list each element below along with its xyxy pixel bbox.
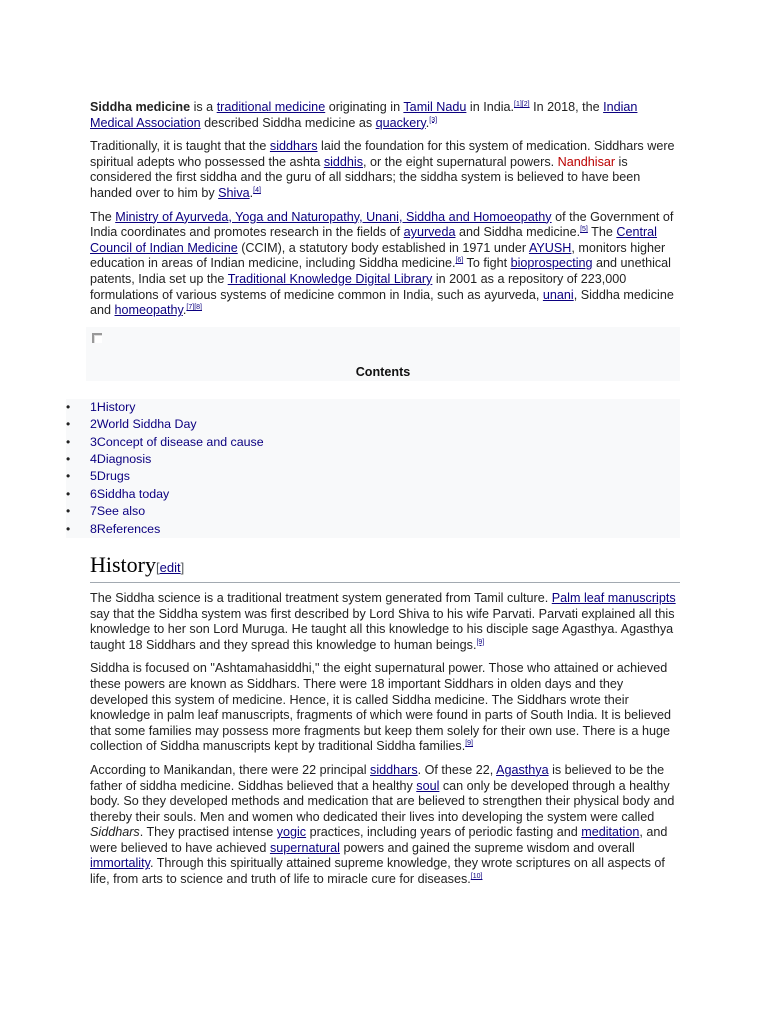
- link-indian-medical-association[interactable]: Indian Medical Association: [90, 100, 638, 130]
- toc-number: 2: [90, 417, 97, 432]
- link-yogic[interactable]: yogic: [276, 825, 307, 840]
- section-heading-history: [90, 552, 680, 583]
- link-ccim[interactable]: Central Council of Indian Medicine: [90, 225, 657, 255]
- link-palm-leaf-manuscripts[interactable]: Palm leaf manuscripts: [551, 590, 676, 605]
- intro-paragraph-3: [90, 210, 680, 319]
- toc-number: 8: [90, 521, 97, 536]
- text: , monitors higher education in areas of Indian medicine, including Siddha medicine.: [90, 240, 666, 271]
- toc-item[interactable]: [66, 451, 680, 468]
- link-bioprospecting[interactable]: bioprospecting: [510, 256, 593, 271]
- link-ministry-ayush[interactable]: Ministry of Ayurveda, Yoga and Naturopathy, Unani, Siddha and Homoeopathy: [115, 209, 552, 224]
- link-immortality[interactable]: immortality: [90, 856, 150, 871]
- link-traditional-medicine[interactable]: traditional medicine: [216, 100, 326, 114]
- toc-title: Contents: [355, 364, 411, 379]
- text: is considered the first siddha and the guru of all siddhars; the siddha system is believed to have been handed over to him by: [90, 154, 641, 200]
- toc-number: 5: [90, 469, 97, 484]
- toc-header: [86, 327, 680, 381]
- toc-label: See also: [96, 504, 146, 519]
- heading-text: History: [90, 551, 156, 577]
- toc-item[interactable]: [66, 416, 680, 433]
- toc-item[interactable]: [66, 399, 680, 416]
- link-ayurveda[interactable]: ayurveda: [403, 225, 456, 240]
- link-supernatural[interactable]: supernatural: [269, 840, 340, 855]
- text: described Siddha medicine as: [200, 115, 376, 130]
- text: practices, including years of periodic fasting and: [306, 825, 582, 840]
- reference-5[interactable]: [5]: [580, 225, 588, 233]
- text: The Siddha science is a traditional treatment system generated from Tamil culture.: [90, 590, 552, 605]
- link-nandhisar[interactable]: Nandhisar: [557, 154, 616, 169]
- text: in 2001 as a repository of 223,000 formulations of various systems of medicine common in India, such as ayurveda,: [90, 271, 627, 302]
- link-siddhis[interactable]: siddhis: [323, 154, 364, 169]
- text: .: [249, 185, 254, 200]
- reference-9[interactable]: [9]: [465, 740, 474, 748]
- history-paragraph-2: [90, 661, 680, 755]
- toc-toggle-checkbox[interactable]: [92, 333, 102, 343]
- text: To fight: [463, 256, 511, 271]
- article-subject: Siddha medicine: [90, 100, 191, 114]
- text: , Siddha medicine and: [90, 287, 674, 318]
- text: .: [425, 115, 430, 130]
- text: In 2018, the: [529, 100, 604, 114]
- text: of the Government of India coordinates and promotes research in the fields of: [90, 209, 674, 240]
- intro-paragraph-1: [90, 100, 680, 131]
- toc-number: 1: [90, 399, 97, 414]
- text: laid the foundation for this system of medication. Siddhars were spiritual adepts who possessed the ashta: [90, 139, 675, 169]
- toc-list: [66, 399, 680, 538]
- link-quackery[interactable]: quackery: [375, 115, 426, 130]
- toc-label: Concept of disease and cause: [96, 434, 264, 449]
- reference-9[interactable]: [9]: [476, 638, 485, 646]
- toc-number: 4: [90, 451, 97, 466]
- reference-4[interactable]: [4]: [253, 186, 261, 194]
- toc-number: 7: [90, 504, 97, 519]
- toc-item[interactable]: [66, 521, 680, 538]
- toc-number: 3: [90, 434, 97, 449]
- toc-label: History: [96, 399, 136, 414]
- text: powers and gained the supreme wisdom and overall: [339, 840, 635, 855]
- toc-item[interactable]: [66, 486, 680, 503]
- text: can only be developed through a healthy body. So they developed methods and medication that are believed to strengthen their physical body and thereby their souls. Men and women who dedicated their lives into developing the system were called: [90, 778, 675, 824]
- link-tamil-nadu[interactable]: Tamil Nadu: [403, 100, 467, 114]
- toc-item[interactable]: [66, 434, 680, 451]
- toc-label: References: [96, 521, 161, 536]
- link-soul[interactable]: soul: [416, 778, 440, 793]
- text: and Siddha medicine.: [455, 225, 581, 240]
- bracket: ]: [180, 559, 185, 575]
- link-ayush[interactable]: AYUSH: [528, 240, 572, 255]
- link-meditation[interactable]: meditation: [581, 825, 640, 840]
- reference-10[interactable]: [10]: [470, 872, 483, 880]
- text: is believed to be the father of siddha medicine. Siddhas believed that a healthy: [90, 762, 665, 793]
- toc-label: Drugs: [96, 469, 130, 484]
- text: (CCIM), a statutory body established in 1971 under: [237, 240, 529, 255]
- text: The: [90, 209, 116, 224]
- link-shiva[interactable]: Shiva: [218, 185, 250, 200]
- text: The: [587, 225, 617, 240]
- bracket: [: [156, 559, 160, 575]
- italic-term: Siddhars: [90, 825, 140, 840]
- history-paragraph-1: [90, 591, 680, 653]
- text: . They practised intense: [139, 825, 277, 840]
- edit-link[interactable]: edit: [159, 559, 181, 575]
- link-siddhars[interactable]: siddhars: [370, 762, 418, 777]
- intro-paragraph-2: [90, 139, 680, 201]
- text: Traditionally, it is taught that the: [90, 139, 270, 154]
- text: , and were believed to have achieved: [90, 825, 668, 855]
- toc-item[interactable]: [66, 503, 680, 520]
- reference-1-2[interactable]: [1][2]: [514, 100, 530, 108]
- text: Siddha is focused on "Ashtamahasiddhi," the eight supernatural power. Those who attained or achieved these powers are known as Siddhars. There were 18 important Siddhars in olden days and they developed this system of medicine. Hence, it is called Siddha medicine. The Siddhars wrote their knowledge in palm leaf manuscripts, fragments of which were found in parts of South India. It is believed that some families may possess more fragments but keep them solely for their own use. There is a huge collection of Siddha manuscripts kept by traditional Siddha families.: [90, 661, 672, 754]
- edit-section: [156, 560, 184, 575]
- link-agasthya[interactable]: Agasthya: [496, 762, 549, 777]
- link-siddhars[interactable]: siddhars: [269, 139, 318, 154]
- toc-label: Diagnosis: [96, 451, 152, 466]
- toc-number: 6: [90, 486, 97, 501]
- text: According to Manikandan, there were 22 principal: [90, 762, 371, 777]
- toc-item[interactable]: [66, 468, 680, 485]
- link-unani[interactable]: unani: [542, 287, 574, 302]
- text: .: [182, 303, 187, 318]
- history-paragraph-3: [90, 763, 680, 888]
- reference-3[interactable]: [3]: [429, 116, 438, 124]
- text: . Of these 22,: [417, 762, 497, 777]
- reference-6[interactable]: [6]: [455, 257, 464, 265]
- text: . Through this spiritually attained supreme knowledge, they wrote scriptures on all aspects of life, from arts to science and truth of life to miracle cure for diseases.: [90, 856, 665, 887]
- reference-7-8[interactable]: [7][8]: [186, 303, 202, 311]
- text: , or the eight supernatural powers.: [363, 154, 558, 169]
- text: originating in: [325, 100, 404, 114]
- toc-label: Siddha today: [96, 486, 170, 501]
- text: is a: [190, 100, 217, 114]
- text: say that the Siddha system was first described by Lord Shiva to his wife Parvati. Parvati explained all this knowledge to her son Lord Muruga. He taught all this knowledge to his disciple sage Agasthya. Agasthya taught 18 Siddhars and they spread this knowledge to human beings.: [90, 606, 675, 652]
- link-homeopathy[interactable]: homeopathy: [114, 303, 183, 318]
- text: and unethical patents, India set up the: [90, 256, 671, 286]
- link-tkdl[interactable]: Traditional Knowledge Digital Library: [227, 271, 433, 286]
- article-body: [90, 100, 680, 896]
- toc-label: World Siddha Day: [96, 417, 197, 432]
- text: in India.: [466, 100, 514, 114]
